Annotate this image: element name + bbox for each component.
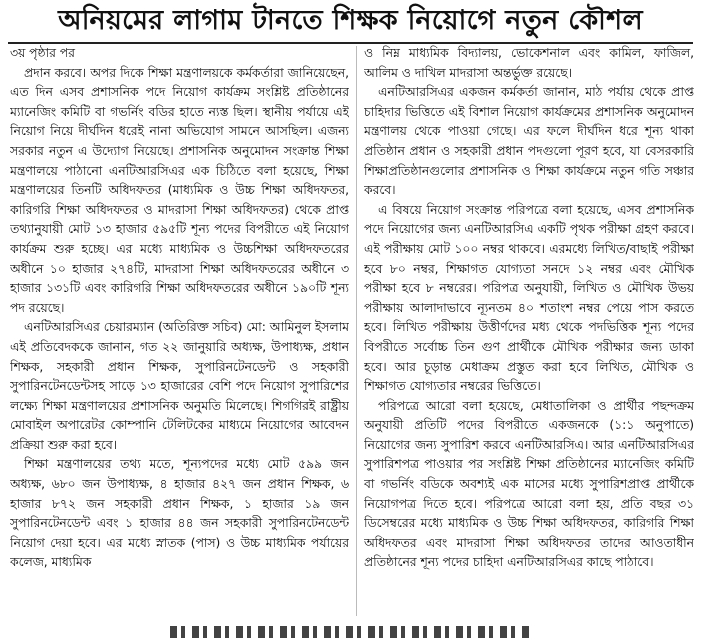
cropped-text-fragment [170, 626, 530, 638]
left-column [10, 44, 349, 620]
body-paragraph: শিক্ষা মন্ত্রণালয়ের তথ্য মতে, শূন্যপদের মধ্যে মোট ৫৯৯ জন অধ্যক্ষ, ৬৮০ জন উপাধ্যক্ষ, ৪ হাজার ৪২৭ জন প্রধান শিক্ষক, ৬ হাজার ৮৭২ জন সহকারী প্রধান শিক্ষক, ১ হাজার ১৯ জন সুপারিনটেনডেন্ট এবং ১ হাজার ৪৪ জন সহকারী সুপারিনটেনডেন্ট নিয়োগ দেয়া হবে। এর মধ্যে স্নাতক (পাস) ও উচ্চ মাধ্যমিক পর্যায়ের কলেজ, মাধ্যমিক [10, 457, 349, 570]
continued-from-marker: ৩য় পৃষ্ঠার পর [10, 46, 75, 60]
body-paragraph: এ বিষয়ে নিয়োগ সংক্রান্ত পরিপত্রে বলা হয়েছে, এসব প্রশাসনিক পদে নিয়োগের জন্য এনটিআরসিএ একটি পৃথক পরীক্ষা গ্রহণ করবে। এই পরীক্ষায় মোট ১০০ নম্বর থাকবে। এরমধ্যে লিখিত/বাছাই পরীক্ষা হবে ৮০ নম্বর, শিক্ষাগত যোগ্যতা সনদে ১২ নম্বর এবং মৌখিক পরীক্ষা হবে ৮ নম্বরের। পরিপত্র অনুযায়ী, লিখিত ও মৌখিক উভয় পরীক্ষায় আলাদাভাবে ন্যূনতম ৪০ শতাংশ নম্বর পেয়ে পাস করতে হবে। লিখিত পরীক্ষায় উত্তীর্ণদের মধ্য থেকে পদভিত্তিক শূন্য পদের বিপরীতে সর্বোচ্চ তিন গুণ প্রার্থীকে মৌখিক পরীক্ষার জন্য ডাকা হবে। আর চূড়ান্ত মেধাক্রম প্রস্তুত করা হবে লিখিত, মৌখিক ও শিক্ষাগত যোগ্যতার নম্বরের ভিত্তিতে। [364, 202, 694, 394]
body-paragraph: প্রদান করবে। অপর দিকে শিক্ষা মন্ত্রণালয়কে কর্মকর্তারা জানিয়েছেন, এত দিন এসব প্রশাসনিক পদে নিয়োগ কার্যক্রম সংশ্লিষ্ট প্রতিষ্ঠানের ম্যানেজিং কমিটি বা গভর্নিং বডির হাতে ন্যস্ত ছিল। স্থানীয় পর্যায়ে এই নিয়োগ নিয়ে দীর্ঘদিন ধরেই নানা অভিযোগ সামনে আসছিল। এজন্য সরকার নতুন এ উদ্যোগ নিয়েছে। প্রশাসনিক অনুমোদন সংক্রান্ত শিক্ষা মন্ত্রণালয়ে পাঠানো এনটিআরসিএর এক চিঠিতে বলা হয়েছে, শিক্ষা মন্ত্রণালয়ের তিনটি অধিদফতর (মাধ্যমিক ও উচ্চ শিক্ষা অধিদফতর, কারিগরি শিক্ষা অধিদফতর ও মাদরাসা শিক্ষা অধিদফতর) থেকে প্রাপ্ত তথ্যানুযায়ী মোট ১৩ হাজার ৫৯৫টি শূন্য পদের বিপরীতে এই নিয়োগ কার্যক্রম শুরু হচ্ছে। এর মধ্যে মাধ্যমিক ও উচ্চশিক্ষা অধিদফতরের অধীনে ১০ হাজার ২৭৪টি, মাদরাসা শিক্ষা অধিদফতরের অধীনে ৩ হাজার ১৩১টি এবং কারিগরি শিক্ষা অধিদফতরের অধীনে ১৯০টি শূন্য পদ রয়েছে। [10, 65, 349, 315]
cropped-next-article-edge [0, 624, 701, 638]
body-paragraph: ও নিম্ন মাধ্যমিক বিদ্যালয়, ভোকেশনাল এবং কামিল, ফাজিল, আলিম ও দাখিল মাদরাসা অন্তর্ভুক্ত রয়েছে। [364, 46, 694, 80]
body-paragraph: এনটিআরসিএর একজন কর্মকর্তা জানান, মাঠ পর্যায় থেকে প্রাপ্ত চাহিদার ভিত্তিতে এই বিশাল নিয়োগ কার্যক্রমের প্রশাসনিক অনুমোদন মন্ত্রণালয় থেকে পাওয়া গেছে। এর ফলে দীর্ঘদিন ধরে শূন্য থাকা প্রতিষ্ঠান প্রধান ও সহকারী প্রধান পদগুলো পূরণ হবে, যা বেসরকারি শিক্ষাপ্রতিষ্ঠানগুলোর প্রশাসনিক ও শিক্ষা কার্যক্রমে নতুন গতি সঞ্চার করবে। [364, 85, 694, 198]
article-headline: অনিয়মের লাগাম টানতে শিক্ষক নিয়োগে নতুন কৌশল [8, 2, 693, 44]
right-column [364, 44, 694, 620]
column-divider [356, 46, 357, 616]
body-paragraph: পরিপত্রে আরো বলা হয়েছে, মেধাতালিকা ও প্রার্থীর পছন্দক্রম অনুযায়ী প্রতিটি পদের বিপরীতে একজনকে (১:১ অনুপাতে) নিয়োগের জন্য সুপারিশ করবে এনটিআরসিএ। আর এনটিআরসিএর সুপারিশপত্র পাওয়ার পর সংশ্লিষ্ট শিক্ষা প্রতিষ্ঠানের ম্যানেজিং কমিটি বা গভর্নিং বডিকে অবশ্যই এক মাসের মধ্যে সুপারিশপ্রাপ্ত প্রার্থীকে নিয়োগপত্র দিতে হবে। পরিপত্রে আরো বলা হয়, প্রতি বছর ৩১ ডিসেম্বরের মধ্যে মাধ্যমিক ও উচ্চ শিক্ষা অধিদফতর, কারিগরি শিক্ষা অধিদফতর এবং মাদরাসা শিক্ষা অধিদফতর তাদের আওতাধীন প্রতিষ্ঠানের শূন্য পদের চাহিদা এনটিআরসিএর কাছে পাঠাবে। [364, 398, 694, 570]
body-paragraph: এনটিআরসিএর চেয়ারম্যান (অতিরিক্ত সচিব) মো: আমিনুল ইসলাম এই প্রতিবেদককে জানান, গত ২২ জানুয়ারি অধ্যক্ষ, উপাধ্যক্ষ, প্রধান শিক্ষক, সহকারী প্রধান শিক্ষক, সুপারিনটেনডেন্ট ও সহকারী সুপারিনটেনডেন্টসহ সাড়ে ১৩ হাজারের বেশি পদে নিয়োগ সুপারিশের লক্ষ্যে শিক্ষা মন্ত্রণালয়ের প্রশাসনিক অনুমতি মিলেছে। শিগগিরই রাষ্ট্রীয় মোবাইল অপারেটর কোম্পানি টেলিটকের মাধ্যমে নিয়োগের আবেদন প্রক্রিয়া শুরু করা হবে। [10, 320, 349, 452]
